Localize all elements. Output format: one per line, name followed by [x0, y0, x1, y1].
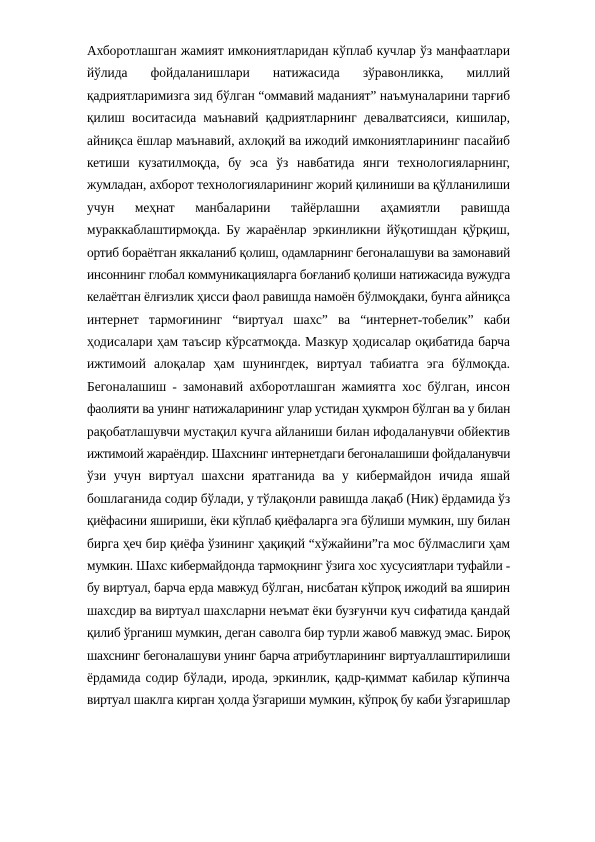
body-paragraph — [87, 40, 510, 712]
text-line: қадриятларимизга зид бўлган “оммавий маданият” наъмуналарини тарғиб — [87, 87, 510, 103]
text-line: қиёфасини яшириши, ёки кўплаб қиёфаларга эга бўлиши мумкин, шу билан — [87, 513, 510, 529]
text-line: ўзи учун виртуал шахсни яратганида ва у кибермайдон ичида яшай — [87, 468, 510, 484]
text-line: ортиб бораётган яккаланиб қолиш, одамларнинг бегоналашуви ва замонавий — [87, 244, 510, 260]
text-line: мураккаблаштирмоқда. Бу жараёнлар эркинликни йўқотишдан қўрқиш, — [87, 222, 510, 238]
text-line: бошлаганида содир бўлади, у тўлақонли равишда лақаб (Ник) ёрдамида ўз — [87, 490, 510, 506]
text-line: интернет тармоғининг “виртуал шахс” ва “интернет-тобелик” каби — [87, 311, 510, 327]
text-line: рақобатлашувчи мустақил кучга айланиши билан ифодаланувчи обйектив — [87, 423, 510, 439]
text-line: қилиш воситасида маънавий қадриятларнинг девалватсияси, кишилар, — [87, 110, 510, 126]
text-line: учун меҳнат манбаларини тайёрлашни аҳамиятли равишда — [87, 199, 510, 215]
text-line: виртуал шаклга кирган ҳолда ўзгариши мумкин, кўпроқ бу каби ўзгаришлар — [87, 692, 510, 708]
text-line: Бегоналашиш - замонавий ахборотлашган жамиятга хос бўлган, инсон — [87, 378, 510, 394]
text-line: ижтимоий алоқалар ҳам шунингдек, виртуал табиатга эга бўлмоқда. — [87, 356, 510, 372]
text-line: кетиши кузатилмоқда, бу эса ўз навбатида янги технологияларнинг, — [87, 154, 510, 170]
text-line: мумкин. Шахс кибермайдонда тармоқнинг ўзига хос хусусиятлари туфайли - — [87, 557, 510, 573]
text-line: фаолияти ва унинг натижаларининг улар устидан ҳукмрон бўлган ва у билан — [87, 401, 510, 417]
text-line: шахсдир ва виртуал шахсларни неъмат ёки бузғунчи куч сифатида қандай — [87, 602, 510, 618]
text-line: бу виртуал, барча ерда мавжуд бўлган, нисбатан кўпроқ ижодий ва яширин — [87, 580, 510, 596]
text-line: келаётган ёлғизлик ҳисси фаол равишда намоён бўлмоқдаки, бунга айниқса — [87, 289, 510, 305]
text-line: ижтимоий жараёндир. Шахснинг интернетдаги бегоналашиши фойдаланувчи — [87, 446, 510, 462]
text-line: инсоннинг глобал коммуникацияларга боғланиб қолиши натижасида вужудга — [87, 266, 510, 282]
text-line: қилиб ўрганиш мумкин, деган саволга бир турли жавоб мавжуд эмас. Бироқ — [87, 625, 510, 641]
text-line: йўлида фойдаланишлари натижасида зўравонликка, миллий — [87, 65, 510, 81]
text-line: ёрдамида содир бўлади, ирода, эркинлик, қадр-қиммат кабилар кўпинча — [87, 669, 510, 685]
text-line: бирга ҳеч бир қиёфа ўзининг ҳақиқий “хўжайини”га мос бўлмаслиги ҳам — [87, 535, 510, 551]
text-line: жумладан, ахборот технологияларининг жорий қилиниши ва қўлланилиши — [87, 177, 510, 193]
text-line: Ахборотлашган жамият имкониятларидан кўплаб кучлар ўз манфаатлари — [87, 43, 510, 58]
text-line: ҳодисалари ҳам таъсир кўрсатмоқда. Мазкур ҳодисалар оқибатида барча — [87, 334, 510, 350]
text-line: шахснинг бегоналашуви унинг барча атрибутларининг виртуаллаштирилиши — [87, 647, 510, 663]
text-line: айниқса ёшлар маънавий, ахлоқий ва ижодий имкониятларининг пасайиб — [87, 132, 510, 148]
